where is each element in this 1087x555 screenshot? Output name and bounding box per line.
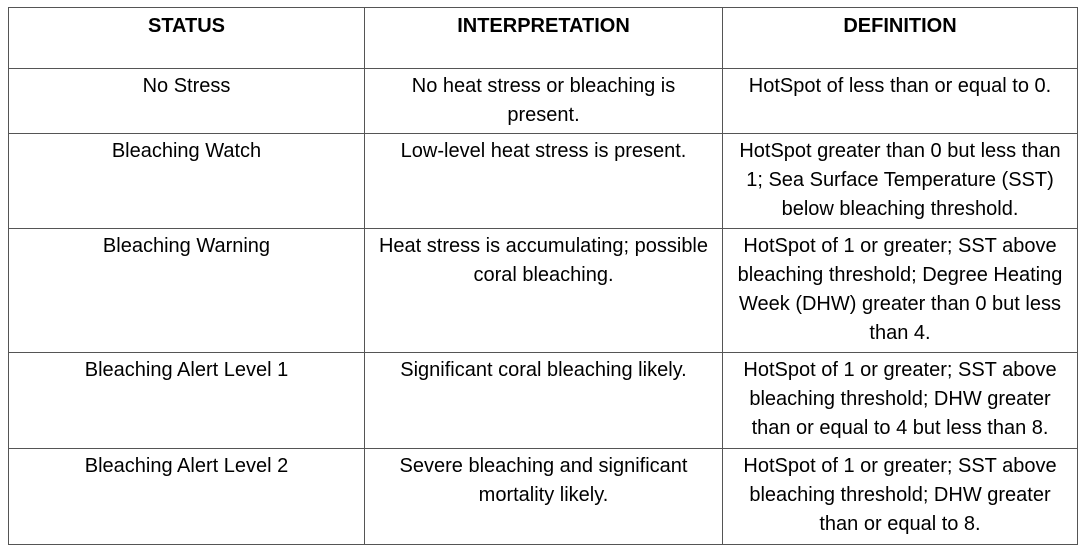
status-table-container [8,7,1077,545]
table-row [9,229,1078,353]
bleaching-status-table [8,7,1078,545]
cell-status: Bleaching Watch [9,134,365,229]
cell-definition: HotSpot greater than 0 but less than 1; Sea Surface Temperature (SST) below bleaching threshold. [723,134,1078,229]
table-row [9,134,1078,229]
table-body [9,69,1078,545]
cell-definition: HotSpot of less than or equal to 0. [723,69,1078,134]
header-interpretation: INTERPRETATION [365,8,723,69]
cell-interpretation: No heat stress or bleaching is present. [365,69,723,134]
header-definition: DEFINITION [723,8,1078,69]
cell-definition: HotSpot of 1 or greater; SST above bleaching threshold; DHW greater than or equal to 4 but less than 8. [723,353,1078,449]
table-header [9,8,1078,69]
cell-interpretation: Significant coral bleaching likely. [365,353,723,449]
cell-status: Bleaching Alert Level 2 [9,449,365,545]
header-row [9,8,1078,69]
header-status: STATUS [9,8,365,69]
cell-interpretation: Severe bleaching and significant mortality likely. [365,449,723,545]
table-row [9,449,1078,545]
cell-status: No Stress [9,69,365,134]
cell-status: Bleaching Alert Level 1 [9,353,365,449]
cell-status: Bleaching Warning [9,229,365,353]
cell-definition: HotSpot of 1 or greater; SST above bleaching threshold; Degree Heating Week (DHW) greater than 0 but less than 4. [723,229,1078,353]
cell-definition: HotSpot of 1 or greater; SST above bleaching threshold; DHW greater than or equal to 8. [723,449,1078,545]
cell-interpretation: Low-level heat stress is present. [365,134,723,229]
table-row [9,69,1078,134]
table-row [9,353,1078,449]
cell-interpretation: Heat stress is accumulating; possible coral bleaching. [365,229,723,353]
